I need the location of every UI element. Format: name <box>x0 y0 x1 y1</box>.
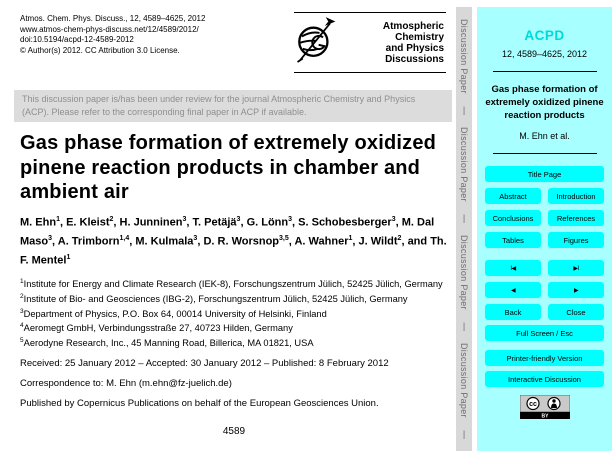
affiliation-list <box>20 276 456 350</box>
sidebar-divider <box>493 153 597 154</box>
author-name: A. Trimborn <box>57 235 120 248</box>
affiliation-line: $^4$Aeromegt GmbH, Verbindungsstraße 27, 40723 Hilden, Germany <box>20 322 293 334</box>
author-affiliation-superscript: 1 <box>56 215 60 223</box>
strip-separator: | <box>462 321 466 332</box>
author-affiliation-superscript: 2 <box>109 215 114 223</box>
egu-globe-logo-icon <box>294 15 338 70</box>
logo-line: and Physics <box>385 42 444 54</box>
title-page-button[interactable]: Title Page <box>485 166 604 182</box>
printer-friendly-button[interactable]: Printer-friendly Version <box>485 350 604 366</box>
button-row <box>485 210 604 226</box>
close-button[interactable]: Close <box>548 304 604 320</box>
journal-logo-block <box>294 12 446 73</box>
conclusions-button[interactable]: Conclusions <box>485 210 541 226</box>
strip-separator: | <box>462 429 466 440</box>
author-name: Th. F. Mentel <box>20 235 447 267</box>
author-affiliation-superscript: 2 <box>397 234 402 242</box>
author-name: S. Schobesberger <box>298 216 392 229</box>
affiliation-line: $^5$Aerodyne Research, Inc., 45 Manning Road, Billerica, MA 01821, USA <box>20 337 314 349</box>
author-affiliation-superscript: 1 <box>348 234 353 242</box>
author-name: G. Lönn <box>246 216 289 229</box>
correspondence-line[interactable]: Correspondence to: M. Ehn (m.ehn@fz-juelich.de) <box>20 377 232 389</box>
affiliation-line: $^3$Department of Physics, P.O. Box 64, 00014 University of Helsinki, Finland <box>20 307 327 319</box>
journal-url-line[interactable]: www.atmos-chem-phys-discuss.net/12/4589/2012/ <box>20 24 199 34</box>
author-name: H. Junninen <box>119 216 183 229</box>
back-button[interactable]: Back <box>485 304 541 320</box>
previous-page-button[interactable]: ◀ <box>485 282 541 298</box>
button-row <box>485 188 604 204</box>
sidebar-authors-short: M. Ehn et al. <box>519 131 570 141</box>
strip-separator: | <box>462 213 466 224</box>
references-button[interactable]: References <box>548 210 604 226</box>
first-page-button[interactable]: I◀ <box>485 260 541 276</box>
author-affiliation-superscript: 1 <box>66 253 71 261</box>
author-list: M. Ehn$^1$, E. Kleist$^2$, H. Junninen$^3$, T. Petäjä$^3$, G. Lönn$^3$, S. Schobesberger$^3$, M. Dal Maso$^3$, A. Trimborn$^{1,4}$, M. Kulmala$^3$, D. R. Worsnop$^{3,5}$, A. Wahner$^1$, J. Wildt$^2$, and Th. F. Mentel$^1$ <box>20 215 447 267</box>
affiliation-number: 1 <box>20 277 24 285</box>
button-row <box>485 304 604 320</box>
author-name: T. Petäjä <box>192 216 237 229</box>
discussion-paper-label: Discussion Paper <box>459 234 469 310</box>
affiliation-line: $^2$Institute of Bio- and Geosciences (IBG-2), Forschungszentrum Jülich, 52425 Jülich, Germany <box>20 292 408 304</box>
fullscreen-button[interactable]: Full Screen / Esc <box>485 325 604 341</box>
figures-button[interactable]: Figures <box>548 232 604 248</box>
publisher-line: Published by Copernicus Publications on behalf of the European Geosciences Union. <box>20 397 379 409</box>
discussion-paper-label: Discussion Paper <box>459 126 469 202</box>
review-notice: This discussion paper is/has been under review for the journal Atmospheric Chemistry and Physics (ACP). Please refer to the corresponding final paper in ACP if available. <box>14 90 452 122</box>
sidebar-divider <box>493 71 597 72</box>
sidebar-citation: 12, 4589–4625, 2012 <box>501 49 588 59</box>
header-row <box>20 12 446 73</box>
received-dates-line: Received: 25 January 2012 – Accepted: 30 January 2012 – Published: 8 February 2012 <box>20 357 389 369</box>
paper-title: Gas phase formation of extremely oxidized pinene reaction products in chamber and ambient air <box>20 132 437 203</box>
sidebar-paper-title: Gas phase formation of extremely oxidized pinene reaction products <box>485 84 604 121</box>
doi-line[interactable]: doi:10.5194/acpd-12-4589-2012 <box>20 35 134 44</box>
button-row <box>485 232 604 248</box>
svg-text:cc: cc <box>528 401 537 408</box>
author-name: M. Ehn <box>20 216 57 229</box>
author-affiliation-superscript: 3 <box>193 234 198 242</box>
cc-by-license-badge[interactable] <box>520 395 570 424</box>
button-row <box>485 260 604 276</box>
journal-references <box>20 12 205 56</box>
affiliation-number: 5 <box>20 337 24 345</box>
interactive-discussion-button[interactable]: Interactive Discussion <box>485 371 604 387</box>
affiliation-number: 2 <box>20 292 24 300</box>
journal-citation-line: Atmos. Chem. Phys. Discuss., 12, 4589–4625, 2012 <box>20 14 206 23</box>
discussion-paper-strip <box>456 7 472 451</box>
logo-line: Discussions <box>385 53 444 65</box>
introduction-button[interactable]: Introduction <box>548 188 604 204</box>
button-row <box>485 282 604 298</box>
abstract-button[interactable]: Abstract <box>485 188 541 204</box>
license-line: © Author(s) 2012. CC Attribution 3.0 License. <box>20 45 180 55</box>
next-page-button[interactable]: ▶ <box>548 282 604 298</box>
strip-separator: | <box>462 105 466 116</box>
tables-button[interactable]: Tables <box>485 232 541 248</box>
author-affiliation-superscript: 1,4 <box>119 234 130 242</box>
affiliation-number: 4 <box>20 322 24 330</box>
author-name: M. Dal Maso <box>20 216 435 248</box>
logo-line: Chemistry <box>395 31 444 43</box>
discussion-paper-label: Discussion Paper <box>459 18 469 94</box>
author-name: A. Wahner <box>294 235 349 248</box>
journal-abbreviation: ACPD <box>524 28 565 43</box>
author-affiliation-superscript: 3 <box>391 215 396 223</box>
affiliation-number: 3 <box>20 307 24 315</box>
page-number: 4589 <box>222 425 246 437</box>
author-affiliation-superscript: 3 <box>288 215 293 223</box>
author-name: M. Kulmala <box>135 235 194 248</box>
navigation-sidebar <box>477 7 612 451</box>
logo-line: Atmospheric <box>382 20 444 32</box>
author-affiliation-superscript: 3 <box>48 234 53 242</box>
author-affiliation-superscript: 3 <box>236 215 241 223</box>
cc-by-text: BY <box>541 413 548 419</box>
affiliation-line: $^1$Institute for Energy and Climate Research (IEK-8), Forschungszentrum Jülich, 52425 Jülich, Germany <box>20 277 443 290</box>
author-name: D. R. Worsnop <box>203 235 280 248</box>
author-name: E. Kleist <box>66 216 110 229</box>
author-affiliation-superscript: 3,5 <box>279 234 289 242</box>
author-name: J. Wildt <box>358 235 398 248</box>
journal-logo-text <box>341 21 446 65</box>
last-page-button[interactable]: ▶I <box>548 260 604 276</box>
discussion-paper-label: Discussion Paper <box>459 342 469 418</box>
author-affiliation-superscript: 3 <box>182 215 187 223</box>
